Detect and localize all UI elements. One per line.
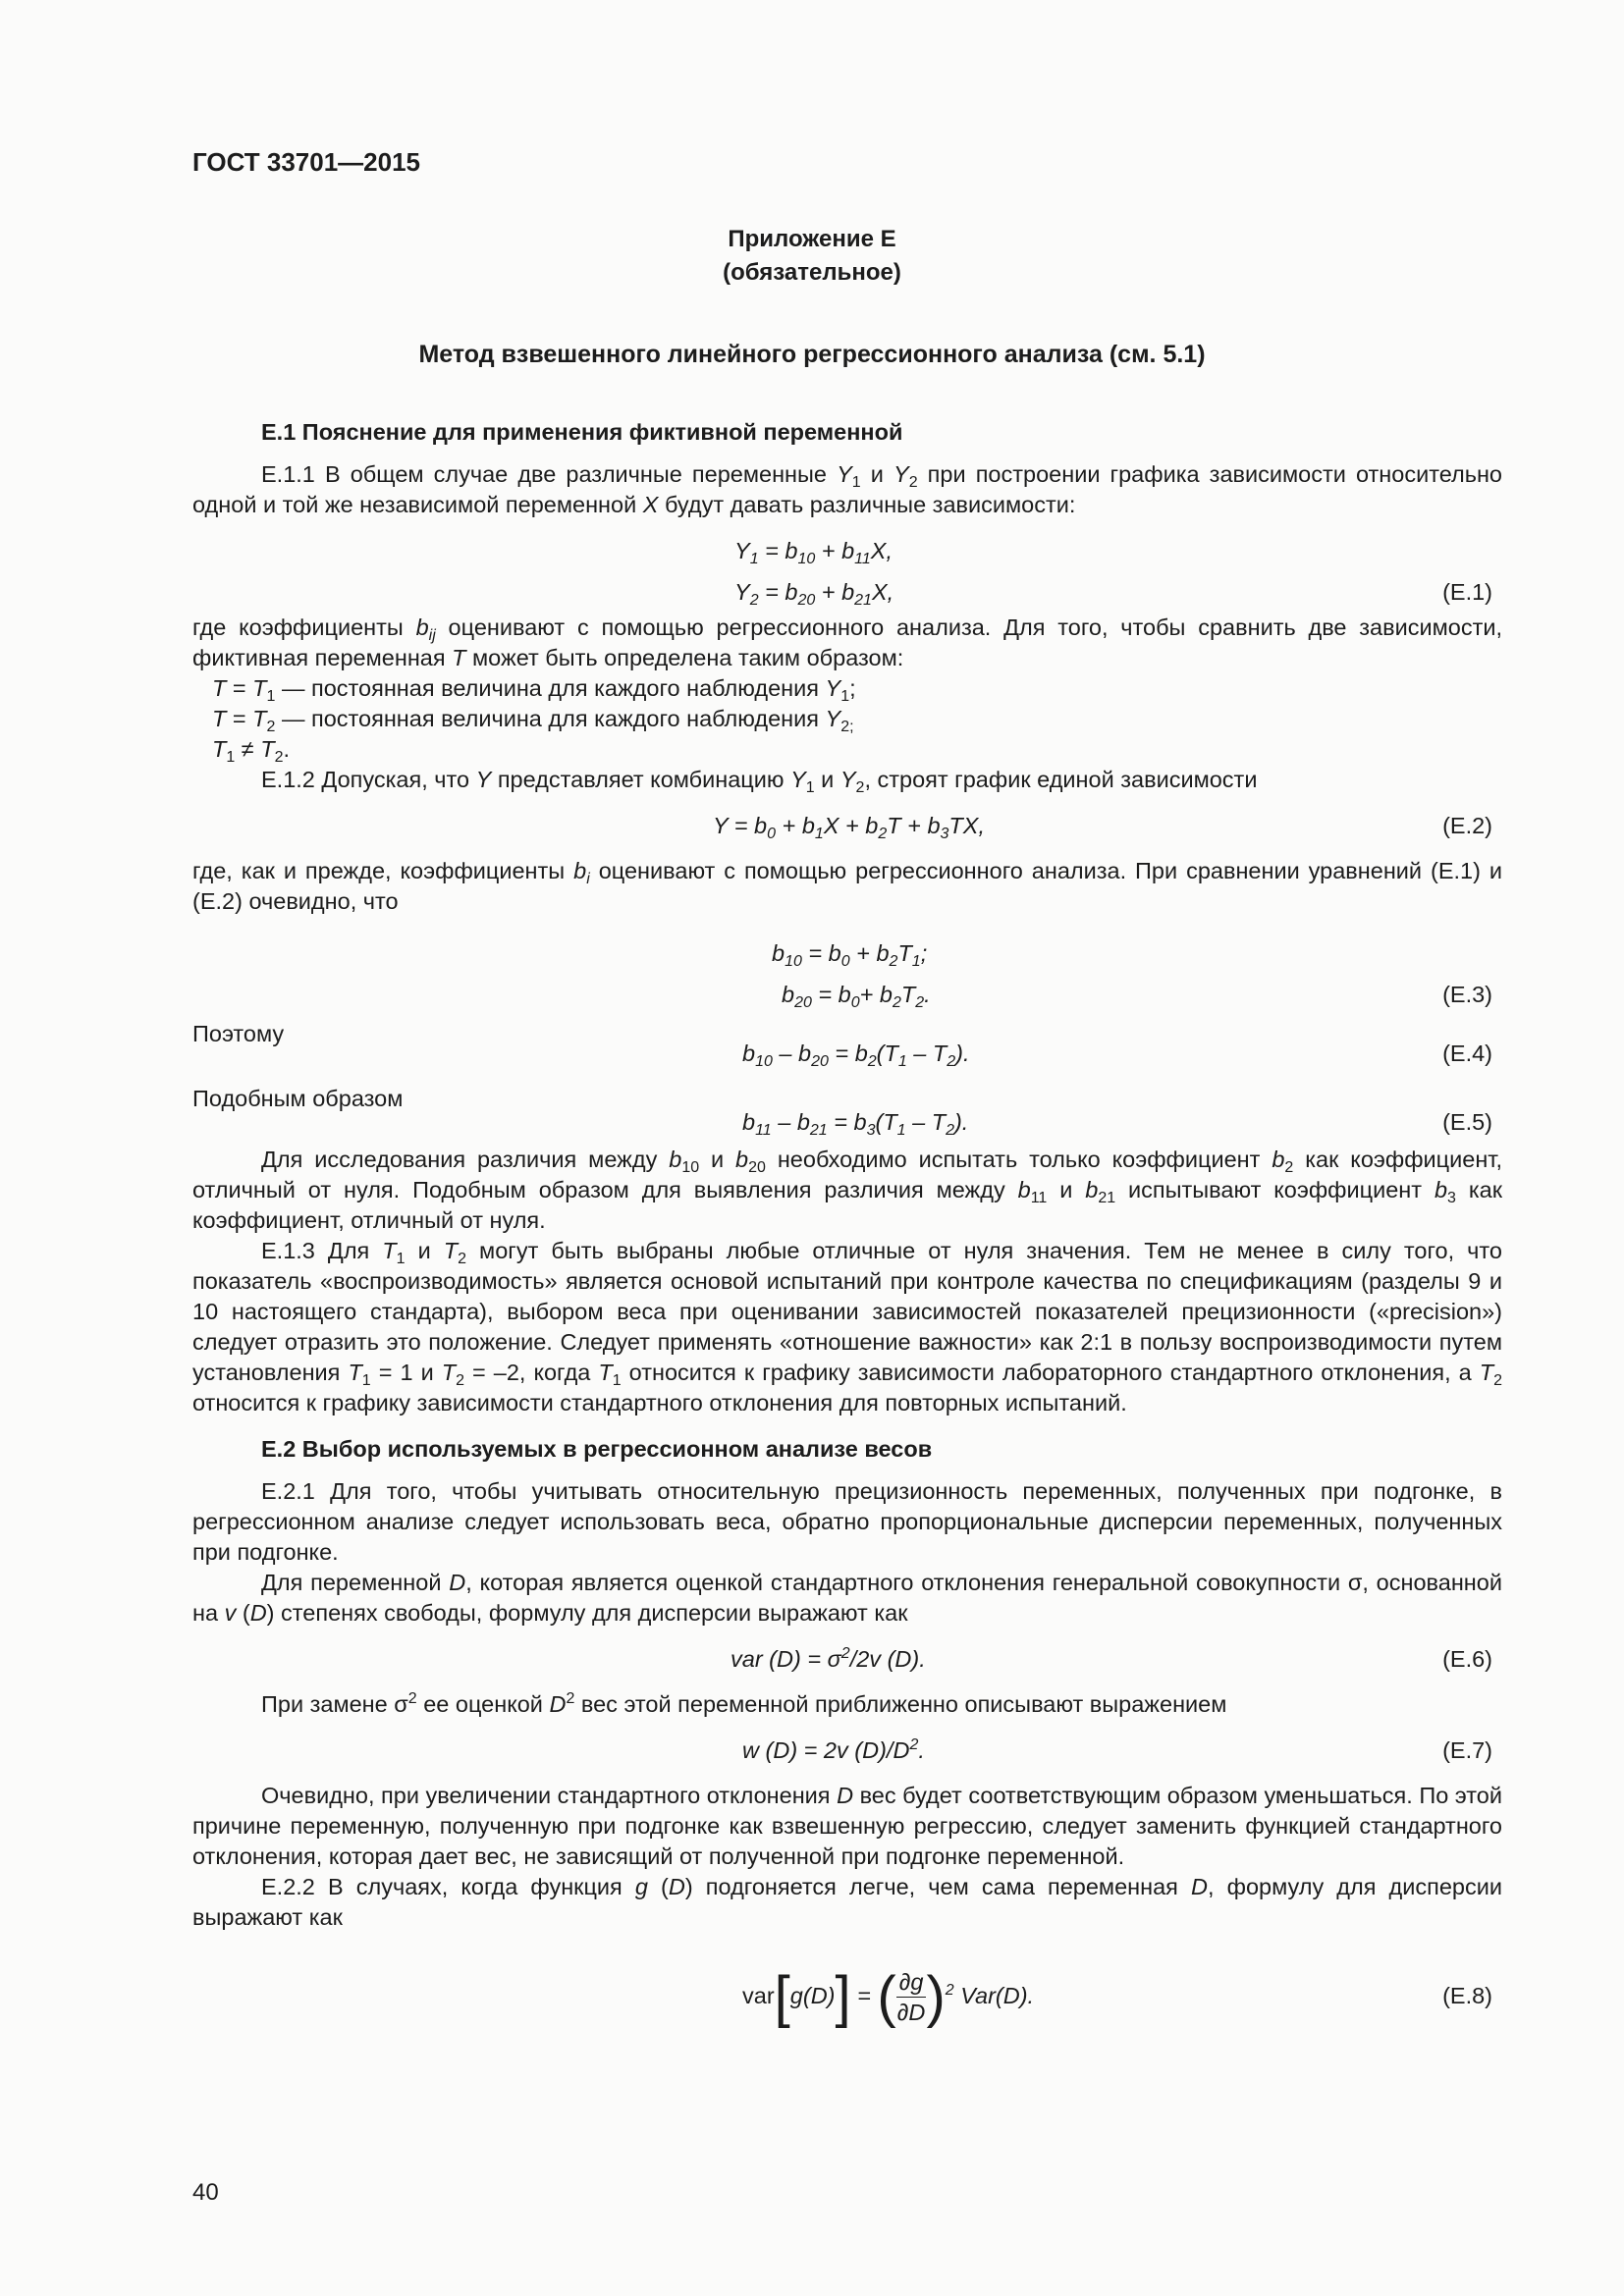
paragraph-e2-1: Е.2.1 Для того, чтобы учитывать относительную прецизионность переменных, полученных при подгонке, в регрессионном анализе следует использовать веса, обратно пропорциональные дисперсии переменных, полученных при подгонке. xyxy=(192,1478,1502,1565)
page-number: 40 xyxy=(192,2179,219,2206)
equation-e3a: $b_{10} = b_0 + b_2T_1$; xyxy=(772,940,928,970)
equation-e7: w (D) = 2v $(D)/D^2$. (Е.7) xyxy=(192,1730,1502,1771)
paragraph-e2-weight: При замене $\sigma^2$ ее оценкой $D^2$ вес этой переменной приближенно описывают выражением xyxy=(261,1690,1227,1717)
definition-t1: $T = T_1$ — постоянная величина для каждого наблюдения $Y_1$; xyxy=(212,675,856,705)
paragraph-e1-compare: где, как и прежде, коэффициенты $b_i$ оценивают с помощью регрессионного анализа. При сравнении уравнений (Е.1) и (Е.2) очевидно, что xyxy=(192,858,1502,914)
section-heading-e2: Е.2 Выбор используемых в регрессионном анализе весов xyxy=(261,1436,933,1462)
equation-number: (Е.1) xyxy=(1442,579,1492,605)
paragraph-e1-2: Е.1.2 Допуская, что Y представляет комбинацию $Y_1$ и $Y_2$, строят график единой зависимости xyxy=(261,767,1258,796)
equation-e5: Подобным образом $b_{11} - b_{21} = b_3(T_1 - T_2)$. (Е.5) xyxy=(192,1072,1502,1145)
equation-number: (Е.7) xyxy=(1442,1737,1492,1763)
equation-e8: var[g(D)] = ( $\frac{\partial g}{\partial D}$ )$^2$ Var(D). (Е.8) xyxy=(192,1949,1502,2043)
label-therefore: Поэтому xyxy=(192,1021,285,1046)
equation-number: (Е.8) xyxy=(1442,1983,1492,2008)
paragraph-e1-3: Е.1.3 Для $T_1$ и $T_2$ могут быть выбраны любые отличные от нуля значения. Тем не менее в силу того, что показатель «воспроизводимость» является основой испытаний при контроле качества по спецификациям (разделы 9 и 10 настоящего стандарта), выбором веса при оценивании зависимостей показателей прецизионности («precision») следует отразить это положение. Следует применять «отношение важности» как 2:1 в пользу воспроизводимости путем установления $T_1 = 1$ и $T_2 = -2$, когда $T_1$ относится к графику зависимости лабораторного стандартного отклонения, а $T_2$ относится к графику зависимости стандартного отклонения для повторных испытаний. xyxy=(192,1238,1502,1415)
equation-number: (Е.6) xyxy=(1442,1646,1492,1672)
paragraph-e1-differences: Для исследования различия между $b_{10}$ и $b_{20}$ необходимо испытать только коэффициент $b_2$ как коэффициент, отличный от нуля. Подобным образом для выявления различия между $b_{11}$ и $b_{21}$ испытывают коэффициент $b_3$ как коэффициент, отличный от нуля. xyxy=(192,1147,1502,1233)
equation-number: (Е.2) xyxy=(1442,813,1492,838)
equation-e1b: $Y_2 = b_{20} + b_{21}X$, (Е.1) xyxy=(192,571,1502,613)
equation-e6: var $(D) = \sigma^2/2v$ (D). (Е.6) xyxy=(192,1638,1502,1680)
equation-number: (Е.5) xyxy=(1442,1109,1492,1135)
section-heading-e1: Е.1 Пояснение для применения фиктивной переменной xyxy=(261,419,903,445)
paragraph-e2-obvious: Очевидно, при увеличении стандартного отклонения D вес будет соответствующим образом уменьшаться. По этой причине переменную, полученную при подгонке как взвешенную регрессию, следует заменить функцией стандартного отклонения, которая дает вес, не зависящий от полученной при подгонке переменной. xyxy=(192,1783,1502,1869)
annex-heading xyxy=(0,223,1624,290)
standard-header: ГОСТ 33701—2015 xyxy=(192,147,420,177)
equation-number: (Е.3) xyxy=(1442,982,1492,1007)
equation-e1a: $Y_1 = b_{10} + b_{11}X$, xyxy=(734,538,893,567)
equation-e2: $Y = b_0 + b_1X + b_2T + b_3TX$, (Е.2) xyxy=(192,805,1502,846)
label-similarly: Подобным образом xyxy=(192,1086,404,1111)
equation-e3b: $b_{20} = b_0+ b_2T_2$. (Е.3) xyxy=(192,974,1502,1015)
document-title: Метод взвешенного линейного регрессионного анализа (см. 5.1) xyxy=(418,341,1206,368)
paragraph-e1-1: Е.1.1 В общем случае две различные переменные $Y_1$ и $Y_2$ при построении графика зависимости относительно одной и той же независимой переменной X будут давать различные зависимости: xyxy=(192,461,1502,517)
annex-title: Приложение Е xyxy=(728,226,896,252)
paragraph-e1-coefficients: где коэффициенты $b_{ij}$ оценивают с помощью регрессионного анализа. Для того, чтобы сравнить две зависимости, фиктивная переменная T может быть определена таким образом: xyxy=(192,614,1503,670)
equation-e4: Поэтому $b_{10} - b_{20} = b_2(T_1 - T_2)$. (Е.4) xyxy=(192,1015,1502,1072)
annex-status: (обязательное) xyxy=(723,259,901,286)
definition-t2: $T = T_2$ — постоянная величина для каждого наблюдения $Y_{2;}$ xyxy=(212,706,854,735)
paragraph-e2-variance: Для переменной D, которая является оценкой стандартного отклонения генеральной совокупности σ, основанной на v (D) степенях свободы, формулу для дисперсии выражают как xyxy=(192,1570,1502,1626)
definition-t-neq: $T_1 \ne T_2$. xyxy=(212,736,291,766)
paragraph-e2-2: Е.2.2 В случаях, когда функция g (D) подгоняется легче, чем сама переменная D, формулу для дисперсии выражают как xyxy=(192,1874,1503,1930)
equation-number: (Е.4) xyxy=(1442,1041,1492,1066)
document-body xyxy=(192,417,1502,2043)
